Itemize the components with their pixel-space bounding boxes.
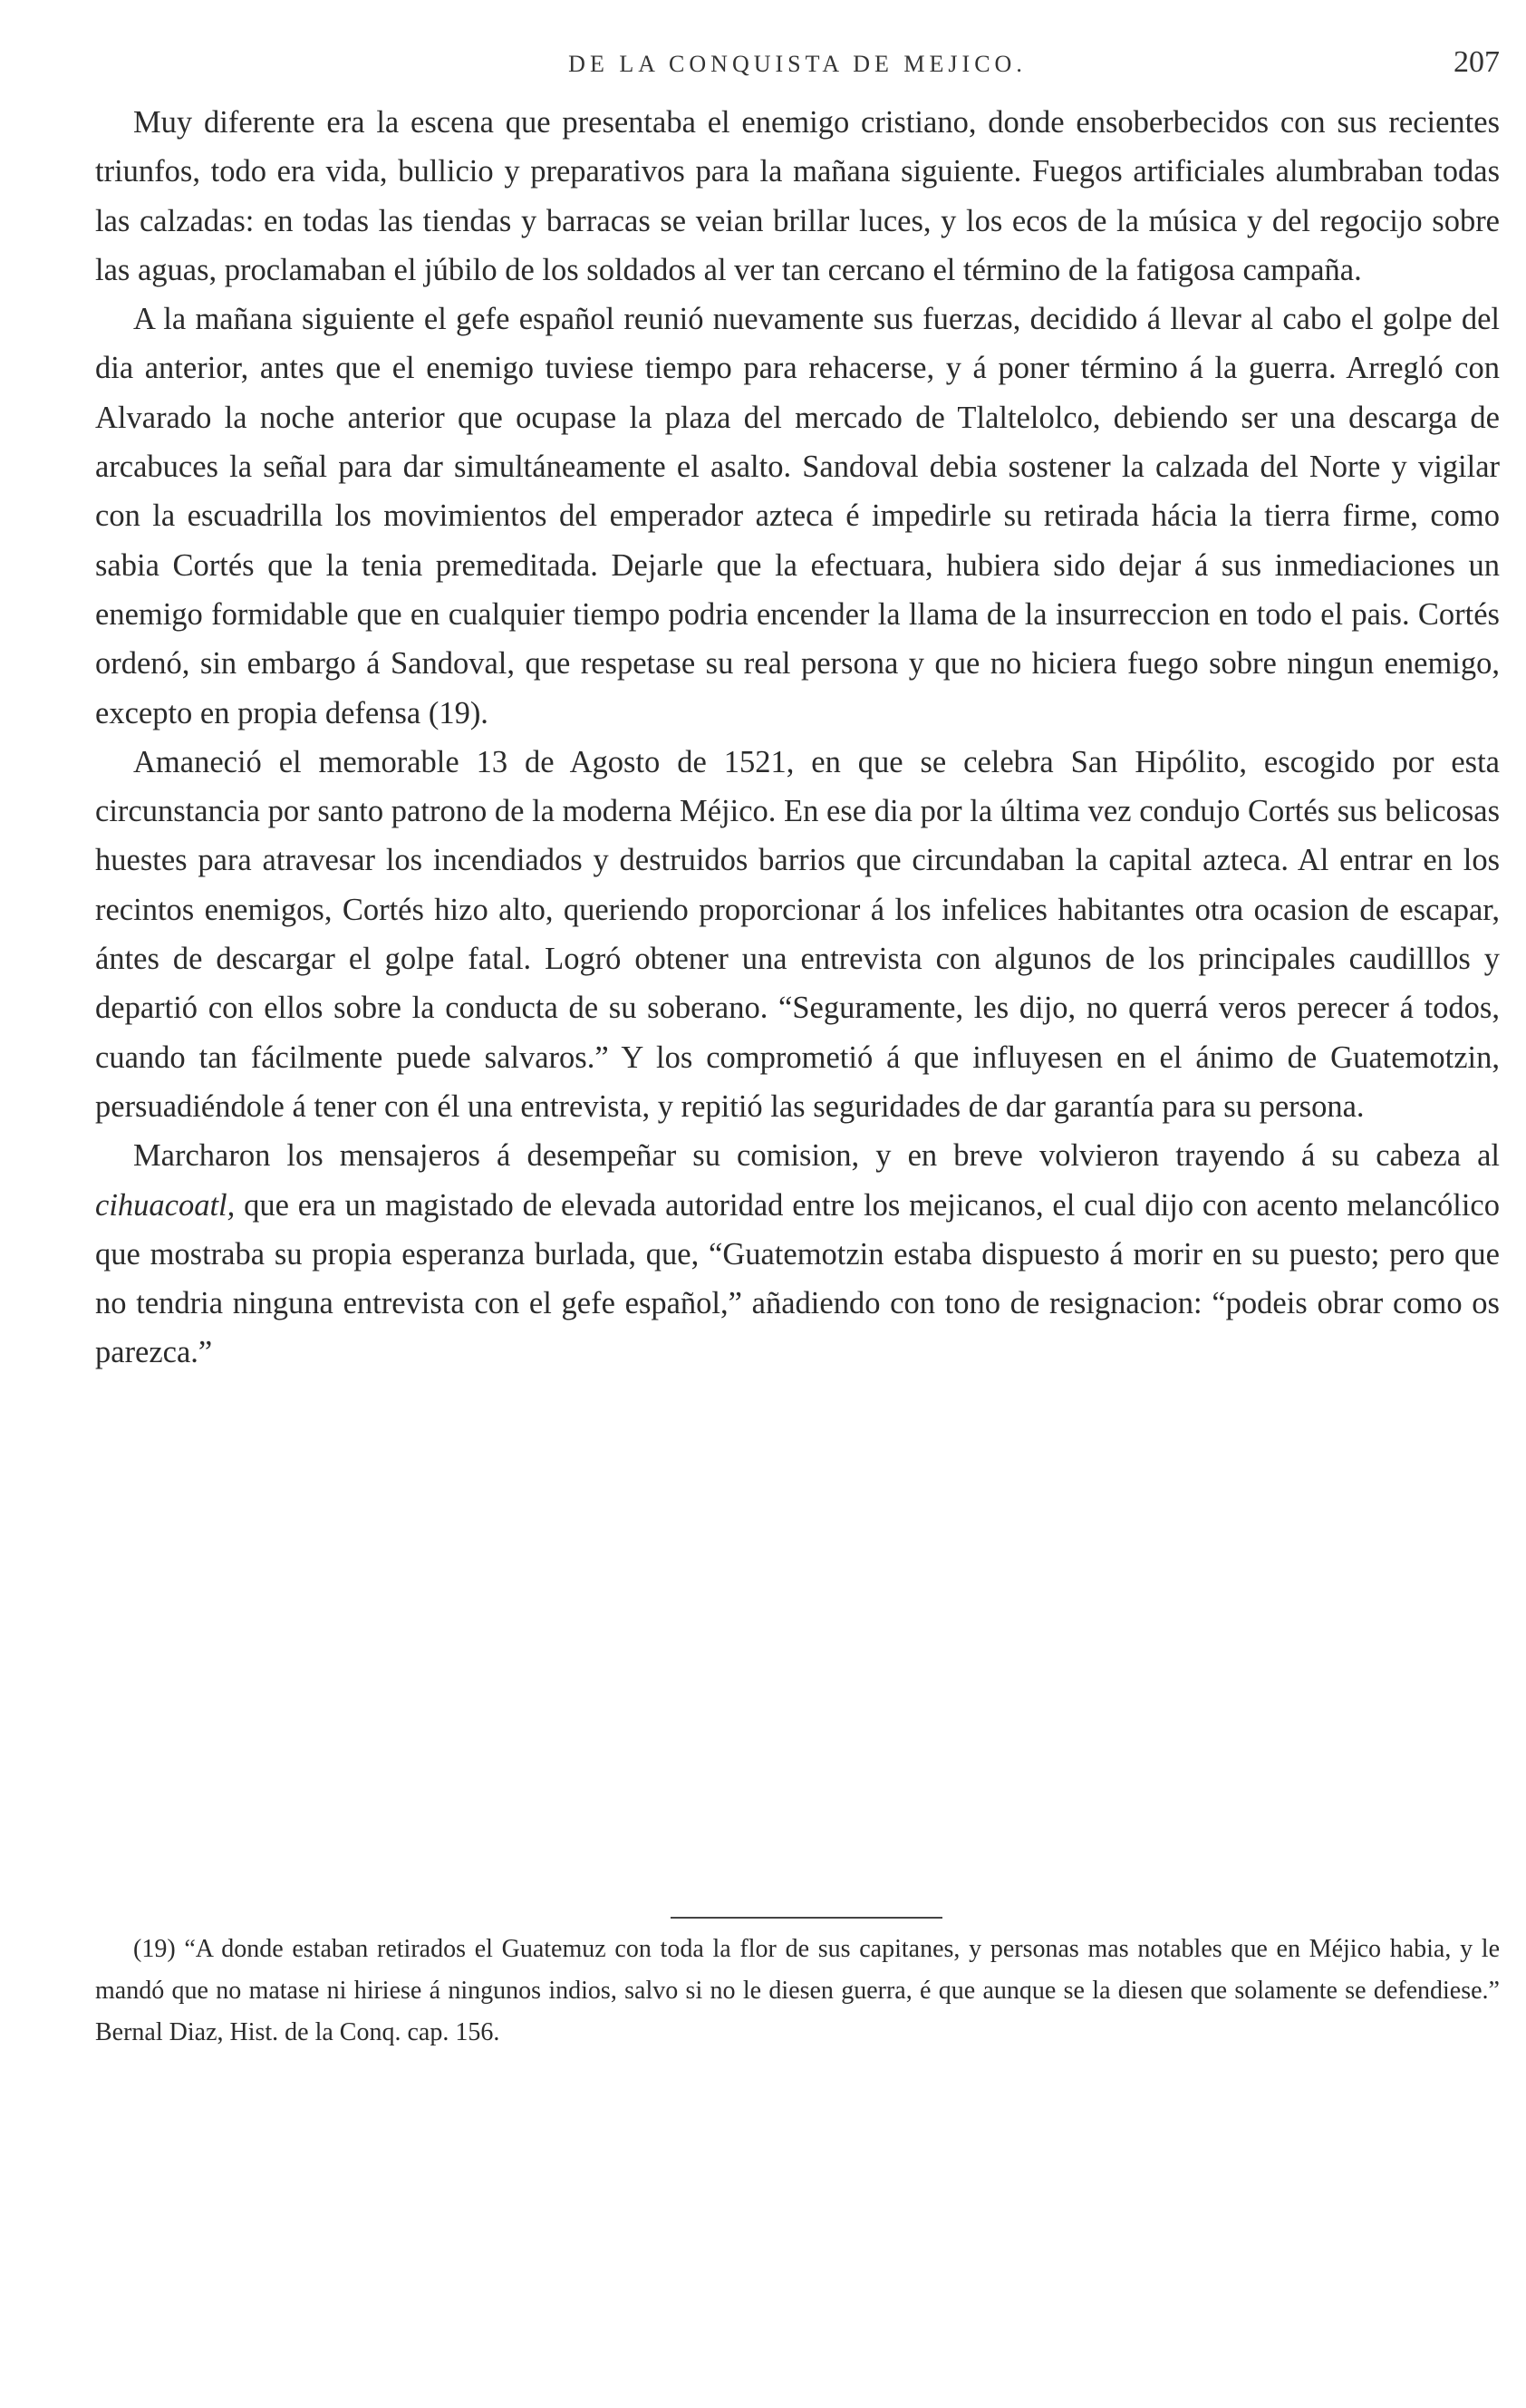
footnote-rule (671, 1917, 942, 1919)
paragraph-4-text-end: que era un magistado de elevada autoridad entre los mejicanos, el cual dijo con acento melancólico que mostraba su propia esperanza burlada, que, “Guatemotzin estaba dispuesto á morir en su puesto; pero que no tendria ninguna entrevista con el gefe español,” añadiendo con tono de resignacion: “podeis obrar como os parezca.” (95, 1187, 1500, 1370)
italic-term: cihuacoatl, (95, 1187, 236, 1223)
running-title: DE LA CONQUISTA DE MEJICO. (568, 51, 1027, 77)
body-text (95, 98, 1500, 1378)
paragraph-4 (95, 1131, 1500, 1377)
paragraph-3: Amaneció el memorable 13 de Agosto de 1521, en que se celebra San Hipólito, escogido por esta circunstancia por santo patrono de la moderna Méjico. En ese dia por la última vez condujo Cortés sus belicosas huestes para atravesar los incendiados y destruidos barrios que circundaban la capital azteca. Al entrar en los recintos enemigos, Cortés hizo alto, queriendo proporcionar á los infelices habitantes otra ocasion de escapar, ántes de descargar el golpe fatal. Logró obtener una entrevista con algunos de los principales caudilllos y departió con ellos sobre la conducta de su soberano. “Seguramente, les dijo, no querrá veros perecer á todos, cuando tan fácilmente puede salvaros.” Y los comprometió á que influyesen en el ánimo de Guatemotzin, persuadiéndole á tener con él una entrevista, y repitió las seguridades de dar garantía para su persona. (95, 744, 1500, 1124)
running-head (95, 45, 1500, 91)
paragraph-1: Muy diferente era la escena que presentaba el enemigo cristiano, donde ensoberbecidos con sus recientes triunfos, todo era vida, bullicio y preparativos para la mañana siguiente. Fuegos artificiales alumbraban todas las calzadas: en todas las tiendas y barracas se veian brillar luces, y los ecos de la música y del regocijo sobre las aguas, proclamaban el júbilo de los soldados al ver tan cercano el término de la fatigosa campaña. (95, 105, 1500, 287)
paragraph-2: A la mañana siguiente el gefe español reunió nuevamente sus fuerzas, decidido á llevar al cabo el golpe del dia anterior, antes que el enemigo tuviese tiempo para rehacerse, y á poner término á la guerra. Arregló con Alvarado la noche anterior que ocupase la plaza del mercado de Tlaltelolco, debiendo ser una descarga de arcabuces la señal para dar simultáneamente el asalto. Sandoval debia sostener la calzada del Norte y vigilar con la escuadrilla los movimientos del emperador azteca é impedirle su retirada hácia la tierra firme, como sabia Cortés que la tenia premeditada. Dejarle que la efectuara, hubiera sido dejar á sus inmediaciones un enemigo formidable que en cualquier tiempo podria encender la llama de la insurreccion en todo el pais. Cortés ordenó, sin embargo á Sandoval, que respetase su real persona y que no hiciera fuego sobre ningun enemigo, excepto en propia defensa (19). (95, 302, 1500, 730)
footnote: (19) “A donde estaban retirados el Guatemuz con toda la flor de sus capitanes, y personas mas notables que en Méjico habia, y le mandó que no matase ni hiriese á ningunos indios, salvo si no le diesen guerra, é que aunque se la diesen que solamente se defendiese.” Bernal Diaz, Hist. de la Conq. cap. 156. (95, 1935, 1500, 2046)
paragraph-4-text-start: Marcharon los mensajeros á desempeñar su comision, y en breve volvieron trayendo á su cabeza al (133, 1138, 1500, 1174)
page-number: 207 (1454, 45, 1500, 79)
